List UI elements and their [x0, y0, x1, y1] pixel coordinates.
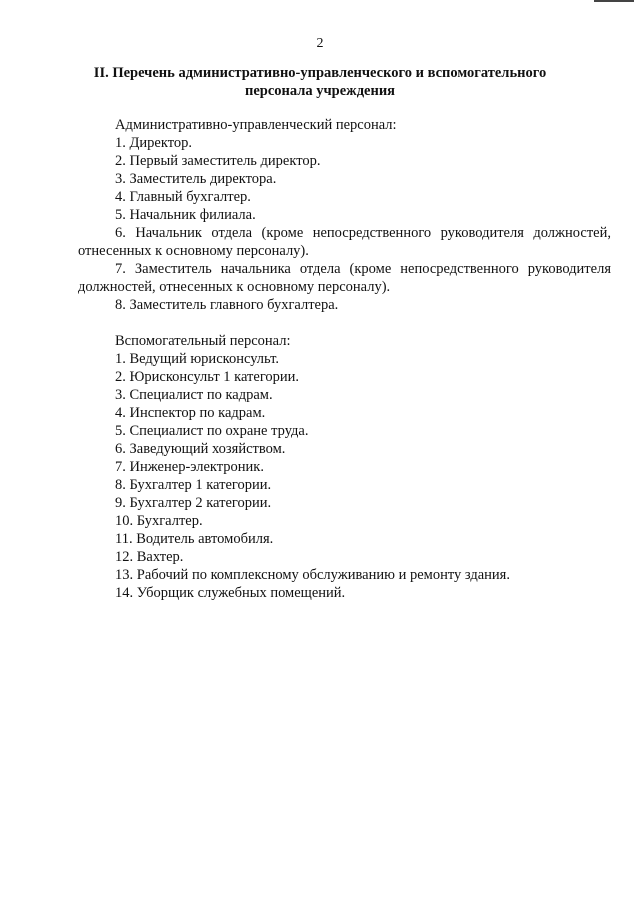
support-staff-item: 10. Бухгалтер.	[115, 513, 203, 529]
support-staff-item: 8. Бухгалтер 1 категории.	[115, 477, 272, 493]
admin-staff-item: 3. Заместитель директора.	[115, 171, 277, 187]
admin-staff-item: 8. Заместитель главного бухгалтера.	[115, 297, 339, 313]
support-staff-item: 2. Юрисконсульт 1 категории.	[115, 369, 300, 385]
admin-staff-item: 4. Главный бухгалтер.	[115, 189, 251, 205]
support-staff-item: 12. Вахтер.	[115, 549, 184, 565]
admin-staff-item: 6. Начальник отдела (кроме непосредственного руководителя должностей, отнесенных к основному персоналу).	[78, 225, 611, 259]
admin-staff-item: 7. Заместитель начальника отдела (кроме непосредственного руководителя должностей, отнесенных к основному персоналу).	[78, 261, 611, 295]
section-title	[80, 64, 560, 100]
admin-staff-item: 2. Первый заместитель директор.	[115, 153, 321, 169]
support-staff-item: 5. Специалист по охране труда.	[115, 423, 309, 439]
support-staff-item: 7. Инженер-электроник.	[115, 459, 264, 475]
scan-corner-mark	[594, 0, 634, 2]
admin-staff-item: 5. Начальник филиала.	[115, 207, 256, 223]
support-staff-item: 4. Инспектор по кадрам.	[115, 405, 266, 421]
admin-staff-item: 1. Директор.	[115, 135, 192, 151]
support-staff-item: 3. Специалист по кадрам.	[115, 387, 273, 403]
admin-staff-heading: Административно-управленческий персонал:	[115, 117, 397, 133]
support-staff-item: 13. Рабочий по комплексному обслуживанию и ремонту здания.	[115, 567, 510, 583]
support-staff-item: 1. Ведущий юрисконсульт.	[115, 351, 279, 367]
page-number: 2	[316, 36, 324, 51]
support-staff-item: 11. Водитель автомобиля.	[115, 531, 274, 547]
section-title-line-2: персонала учреждения	[244, 83, 396, 99]
support-staff-item: 14. Уборщик служебных помещений.	[115, 585, 346, 601]
support-staff-item: 6. Заведующий хозяйством.	[115, 441, 286, 457]
document-body	[78, 116, 611, 602]
support-staff-item: 9. Бухгалтер 2 категории.	[115, 495, 272, 511]
section-title-line-1: II. Перечень административно-управленческого и вспомогательного	[93, 65, 547, 81]
section-gap	[78, 314, 611, 332]
support-staff-heading: Вспомогательный персонал:	[115, 333, 291, 349]
